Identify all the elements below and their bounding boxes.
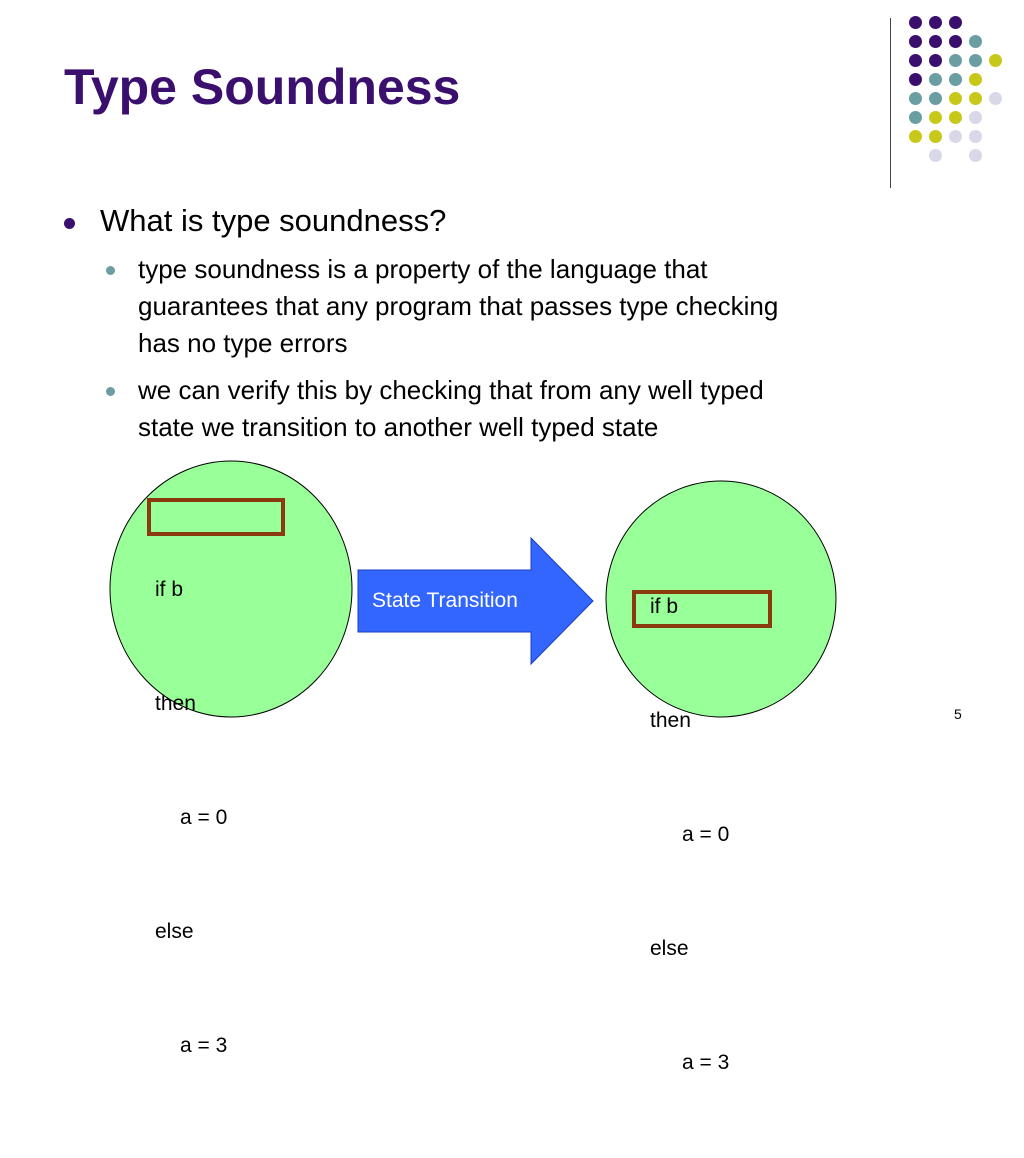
- slide-title: Type Soundness: [64, 59, 461, 115]
- arrow-label: State Transition: [372, 589, 518, 612]
- code-line: if b: [650, 595, 679, 618]
- right-highlight-box: [632, 590, 772, 628]
- sub-bullet-1-line: type soundness is a property of the language that: [138, 254, 708, 284]
- sub-bullet-1-line: has no type errors: [138, 328, 348, 358]
- code-line: a = 0: [180, 806, 228, 829]
- bullet-main: What is type soundness?: [100, 203, 447, 238]
- sub-bullet-1-line: guarantees that any program that passes type checking: [138, 291, 779, 321]
- code-line: then: [650, 709, 691, 732]
- code-line: a = 3: [180, 1034, 228, 1057]
- sub-bullet-2-line: state we transition to another well typed state: [138, 412, 659, 442]
- code-line: if b: [155, 578, 184, 601]
- left-state-code: [155, 495, 227, 1141]
- left-highlight-box: [147, 498, 285, 536]
- code-line: a = 0: [682, 823, 730, 846]
- code-line: then: [155, 692, 196, 715]
- page-number: 5: [954, 706, 962, 722]
- sub-bullet-2-line: we can verify this by checking that from any well typed: [138, 375, 764, 405]
- code-line: a = 3: [682, 1051, 730, 1074]
- code-line: else: [650, 937, 689, 960]
- code-line: else: [155, 920, 194, 943]
